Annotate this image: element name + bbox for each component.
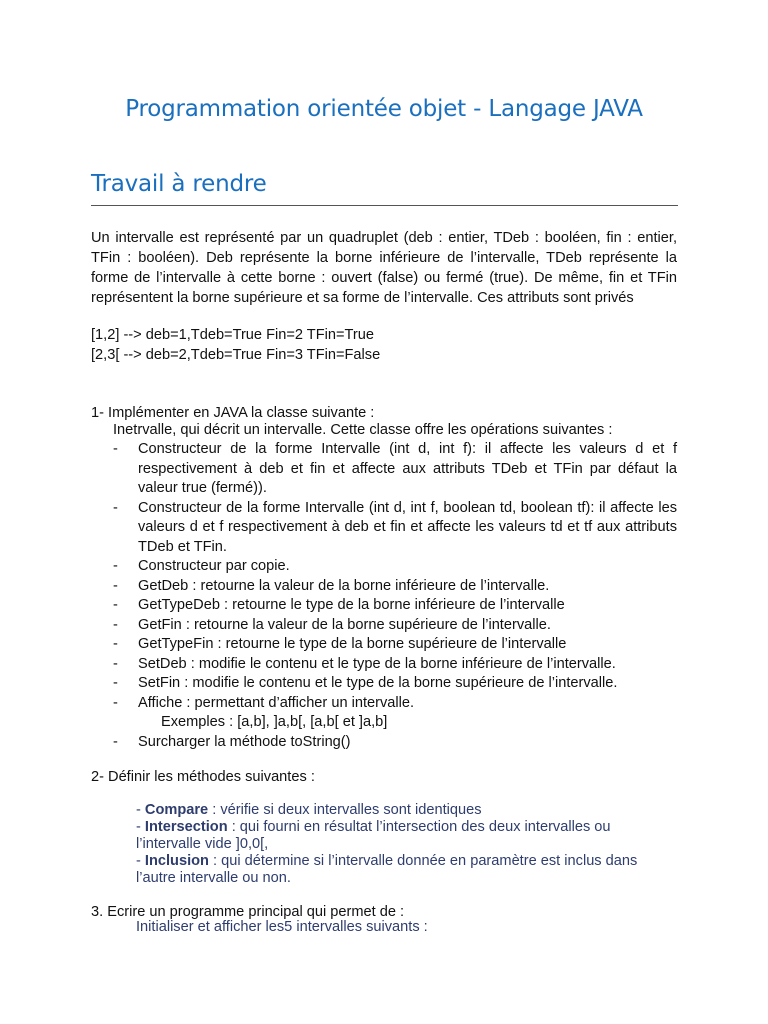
example-line-2: [2,3[ --> deb=2,Tdeb=True Fin=3 TFin=False	[91, 347, 381, 363]
list-item: - GetFin : retourne la valeur de la borne supérieure de l’intervalle.	[113, 616, 551, 633]
list-item: - GetTypeFin : retourne le type de la borne supérieure de l’intervalle	[113, 636, 567, 652]
operations-list	[113, 440, 677, 752]
method-intersection-cont: l’intervalle vide ]0,0[,	[136, 836, 269, 852]
affiche-examples: Exemples : [a,b], ]a,b[, [a,b[ et ]a,b]	[161, 714, 388, 730]
q1-heading: 1- Implémenter en JAVA la classe suivante :	[91, 405, 375, 421]
q1-subheading: Inetrvalle, qui décrit un intervalle. Cette classe offre les opérations suivantes :	[113, 422, 613, 438]
list-item: - GetDeb : retourne la valeur de la borne inférieure de l’intervalle.	[113, 577, 550, 594]
list-item: - GetTypeDeb : retourne le type de la borne inférieure de l’intervalle	[113, 597, 565, 613]
intro-paragraph: Un intervalle est représenté par un quadruplet (deb : entier, TDeb : booléen, fin : entier, TFin : booléen). Deb représente la borne inférieure de l’intervalle, TDeb représente la forme de l’intervalle à cette borne : ouvert (false) ou fermé (true). De même, fin et TFin représentent la borne supérieure et sa forme de l’intervalle. Ces attributs sont privés	[91, 230, 677, 306]
q3-sub: Initialiser et afficher les5 intervalles suivants :	[136, 919, 428, 935]
list-item: - Affiche : permettant d’afficher un intervalle. Exemples : [a,b], ]a,b[, [a,b[ et ]a,b]	[113, 694, 677, 733]
list-item: - Surcharger la méthode toString()	[113, 733, 351, 750]
q2-heading: 2- Définir les méthodes suivantes :	[91, 769, 315, 785]
method-intersection: - Intersection : qui fourni en résultat l’intersection des deux intervalles ou	[136, 819, 611, 835]
q3-heading: 3. Ecrire un programme principal qui permet de :	[91, 904, 405, 920]
heading-rule	[91, 205, 678, 206]
method-inclusion-cont: l’autre intervalle ou non.	[136, 870, 291, 886]
list-item: - SetFin : modifie le contenu et le type de la borne supérieure de l’intervalle.	[113, 675, 618, 691]
section-heading: Travail à rendre	[91, 171, 267, 197]
example-line-1: [1,2] --> deb=1,Tdeb=True Fin=2 TFin=True	[91, 327, 374, 343]
list-item: - Constructeur par copie.	[113, 558, 290, 574]
list-item: - Constructeur de la forme Intervalle (int d, int f): il affecte les valeurs d et f respectivement à deb et fin et affecte aux attributs TDeb et TFin par défaut la valeur true (fermé)).	[113, 441, 677, 496]
page-title: Programmation orientée objet - Langage JAVA	[125, 96, 643, 122]
list-item: - SetDeb : modifie le contenu et le type de la borne inférieure de l’intervalle.	[113, 655, 616, 672]
method-inclusion: - Inclusion : qui détermine si l’intervalle donnée en paramètre est inclus dans	[136, 853, 638, 869]
method-compare: - Compare : vérifie si deux intervalles sont identiques	[136, 802, 482, 818]
list-item: - Constructeur de la forme Intervalle (int d, int f, boolean td, boolean tf): il affecte les valeurs d et f respectivement à deb et fin et affecte les valeurs td et tf aux attributs TDeb et TFin.	[113, 499, 677, 555]
